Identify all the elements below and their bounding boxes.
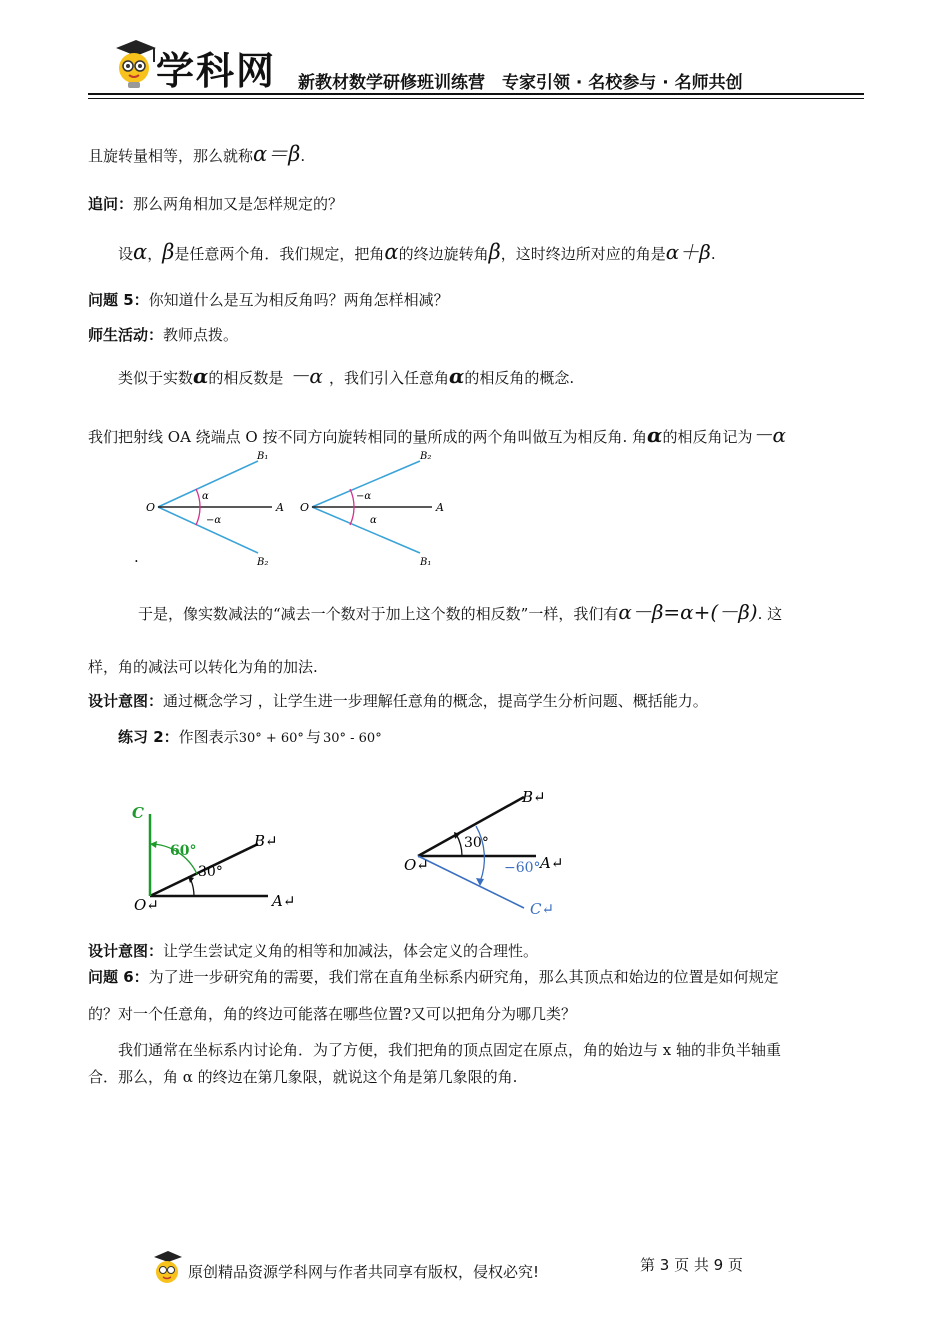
label-alpha: α (370, 515, 377, 526)
label-60-deg: 60° (170, 843, 197, 859)
text: ，这时终边所对应的角是 (500, 245, 666, 263)
math: 30° + 60° (238, 731, 304, 746)
label-neg-alpha: −α (356, 491, 372, 502)
figure-left (146, 451, 284, 568)
figure-diff-30-60 (400, 782, 580, 920)
math: α＋β (665, 240, 711, 264)
line-13 (88, 940, 538, 961)
ray-ob1 (312, 507, 420, 553)
line-5 (88, 324, 238, 345)
text: 通过概念学习 ，让学生进一步理解任意角的概念，提高学生分析问题、概括能力。 (163, 692, 708, 710)
label-30-deg: 30° (198, 864, 223, 880)
text: 教师点拨。 (163, 326, 239, 344)
label-neg-alpha: −α (206, 515, 222, 526)
text: 的相反数是 (208, 369, 284, 387)
arc-neg-alpha (196, 507, 200, 525)
figure-opposite-angles (140, 445, 450, 570)
text: 我们把射线 OA 绕端点 O 按不同方向旋转相同的量所成的两个角叫做互为相反角. 角 (88, 428, 648, 446)
header-rule-thin (88, 98, 864, 99)
text: 让学生尝试定义角的相等和加减法，体会定义的合理性。 (163, 942, 539, 960)
label-b2: B₂ (257, 557, 269, 568)
line-7 (88, 419, 786, 448)
label-practice-2: 练习 2： (118, 728, 179, 746)
math: α (448, 364, 465, 388)
label-b1: B₁ (420, 557, 432, 568)
math: α (193, 364, 209, 388)
text: 作图表示 (178, 728, 239, 746)
math-subtraction: α－β=α+(－β) (618, 600, 758, 624)
math: －α (752, 423, 786, 447)
text: 类似于实数 (118, 369, 194, 387)
label-b2: B₂ (420, 451, 432, 462)
label-a: A↵ (540, 854, 564, 872)
text: ，我们引入任意角 (328, 369, 449, 387)
arc-neg-alpha (350, 489, 354, 507)
label-b: B↵ (254, 832, 278, 850)
label-question-5: 问题 5： (88, 291, 149, 309)
line-4 (88, 289, 449, 310)
text: 你知道什么是互为相反角吗？两角怎样相减？ (148, 291, 449, 309)
label-a: A↵ (272, 892, 296, 910)
math-alpha-eq-beta: α＝β (253, 142, 301, 166)
text: ， (147, 245, 163, 263)
footer-copyright: 原创精品资源学科网与作者共同享有版权，侵权必究! (188, 1263, 540, 1281)
header-tagline: 新教材数学研修班训练营 专家引领 · 名校参与 · 名师共创 (298, 73, 743, 93)
text: 是任意两个角．我们规定，把角 (174, 245, 385, 263)
label-o: O↵ (404, 856, 429, 874)
label-c: C↵ (530, 900, 555, 918)
figure-right (300, 451, 444, 568)
line-14 (88, 966, 779, 987)
math: －α (289, 364, 323, 388)
arc-alpha (196, 489, 200, 507)
mascot-icon (150, 1250, 186, 1288)
math: β (162, 240, 175, 264)
label-neg-60-deg: −60° (504, 860, 541, 876)
line-11 (88, 690, 708, 711)
label-a: A (436, 501, 444, 514)
text: 的相反角记为 (662, 428, 753, 446)
line-1 (88, 138, 305, 168)
line-15: 的？对一个任意角，角的终边可能落在哪些位置?又可以把角分为哪几类？ (88, 1005, 577, 1023)
arc-30 (456, 834, 462, 856)
line-2 (88, 193, 343, 214)
arc-alpha (350, 507, 354, 525)
line-16: 我们通常在坐标系内讨论角．为了方便，我们把角的顶点固定在原点，角的始边与 x 轴的非负半轴重 (118, 1041, 782, 1059)
line-12 (118, 726, 382, 747)
text: . (710, 245, 716, 263)
label-alpha: α (202, 491, 209, 502)
label-o: O↵ (134, 896, 159, 914)
math: β (488, 240, 501, 264)
label-b1: B₁ (257, 451, 269, 462)
stray-dot: . (134, 548, 139, 566)
label-design-intent: 设计意图： (88, 942, 164, 960)
text: 的终边旋转角 (398, 245, 489, 263)
line-9 (138, 596, 782, 625)
text: 设 (118, 245, 134, 263)
label-design-intent: 设计意图： (88, 692, 164, 710)
text: . (300, 147, 306, 165)
line-3 (118, 236, 716, 265)
logo-text: 学科网 (156, 49, 277, 93)
label-followup: 追问： (88, 195, 134, 213)
line-17: 合．那么，角 α 的终边在第几象限，就说这个角是第几象限的角. (88, 1068, 518, 1086)
header-rule (88, 93, 864, 95)
mascot-icon (110, 38, 158, 90)
text: . 这 (757, 605, 783, 623)
label-o: O (146, 501, 156, 514)
label-question-6: 问题 6： (88, 968, 149, 986)
text: 与 (305, 728, 321, 746)
text: 且旋转量相等，那么就称 (88, 147, 254, 165)
math: α (647, 423, 663, 447)
text: 那么两角相加又是怎样规定的？ (133, 195, 344, 213)
label-activity: 师生活动： (88, 326, 164, 344)
text: 为了进一步研究角的需要，我们常在直角坐标系内研究角，那么其顶点和始边的位置是如何规定 (148, 968, 779, 986)
ray-ob2 (158, 507, 258, 553)
label-a: A (276, 501, 284, 514)
line-6 (118, 360, 574, 389)
label-c: C (132, 804, 144, 822)
footer-page-number: 第 3 页 共 9 页 (640, 1256, 743, 1274)
math: α (384, 240, 399, 264)
label-b: B↵ (522, 788, 546, 806)
math: α (133, 240, 148, 264)
line-10: 样，角的减法可以转化为角的加法. (88, 658, 318, 676)
math: 30° - 60° (322, 731, 382, 746)
label-30-deg: 30° (464, 835, 489, 851)
text: 于是，像实数减法的“减去一个数对于加上这个数的相反数”一样，我们有 (138, 605, 619, 623)
label-o: O (300, 501, 310, 514)
figure-sum-30-60 (122, 798, 302, 916)
text: 的相反角的概念. (464, 369, 575, 387)
